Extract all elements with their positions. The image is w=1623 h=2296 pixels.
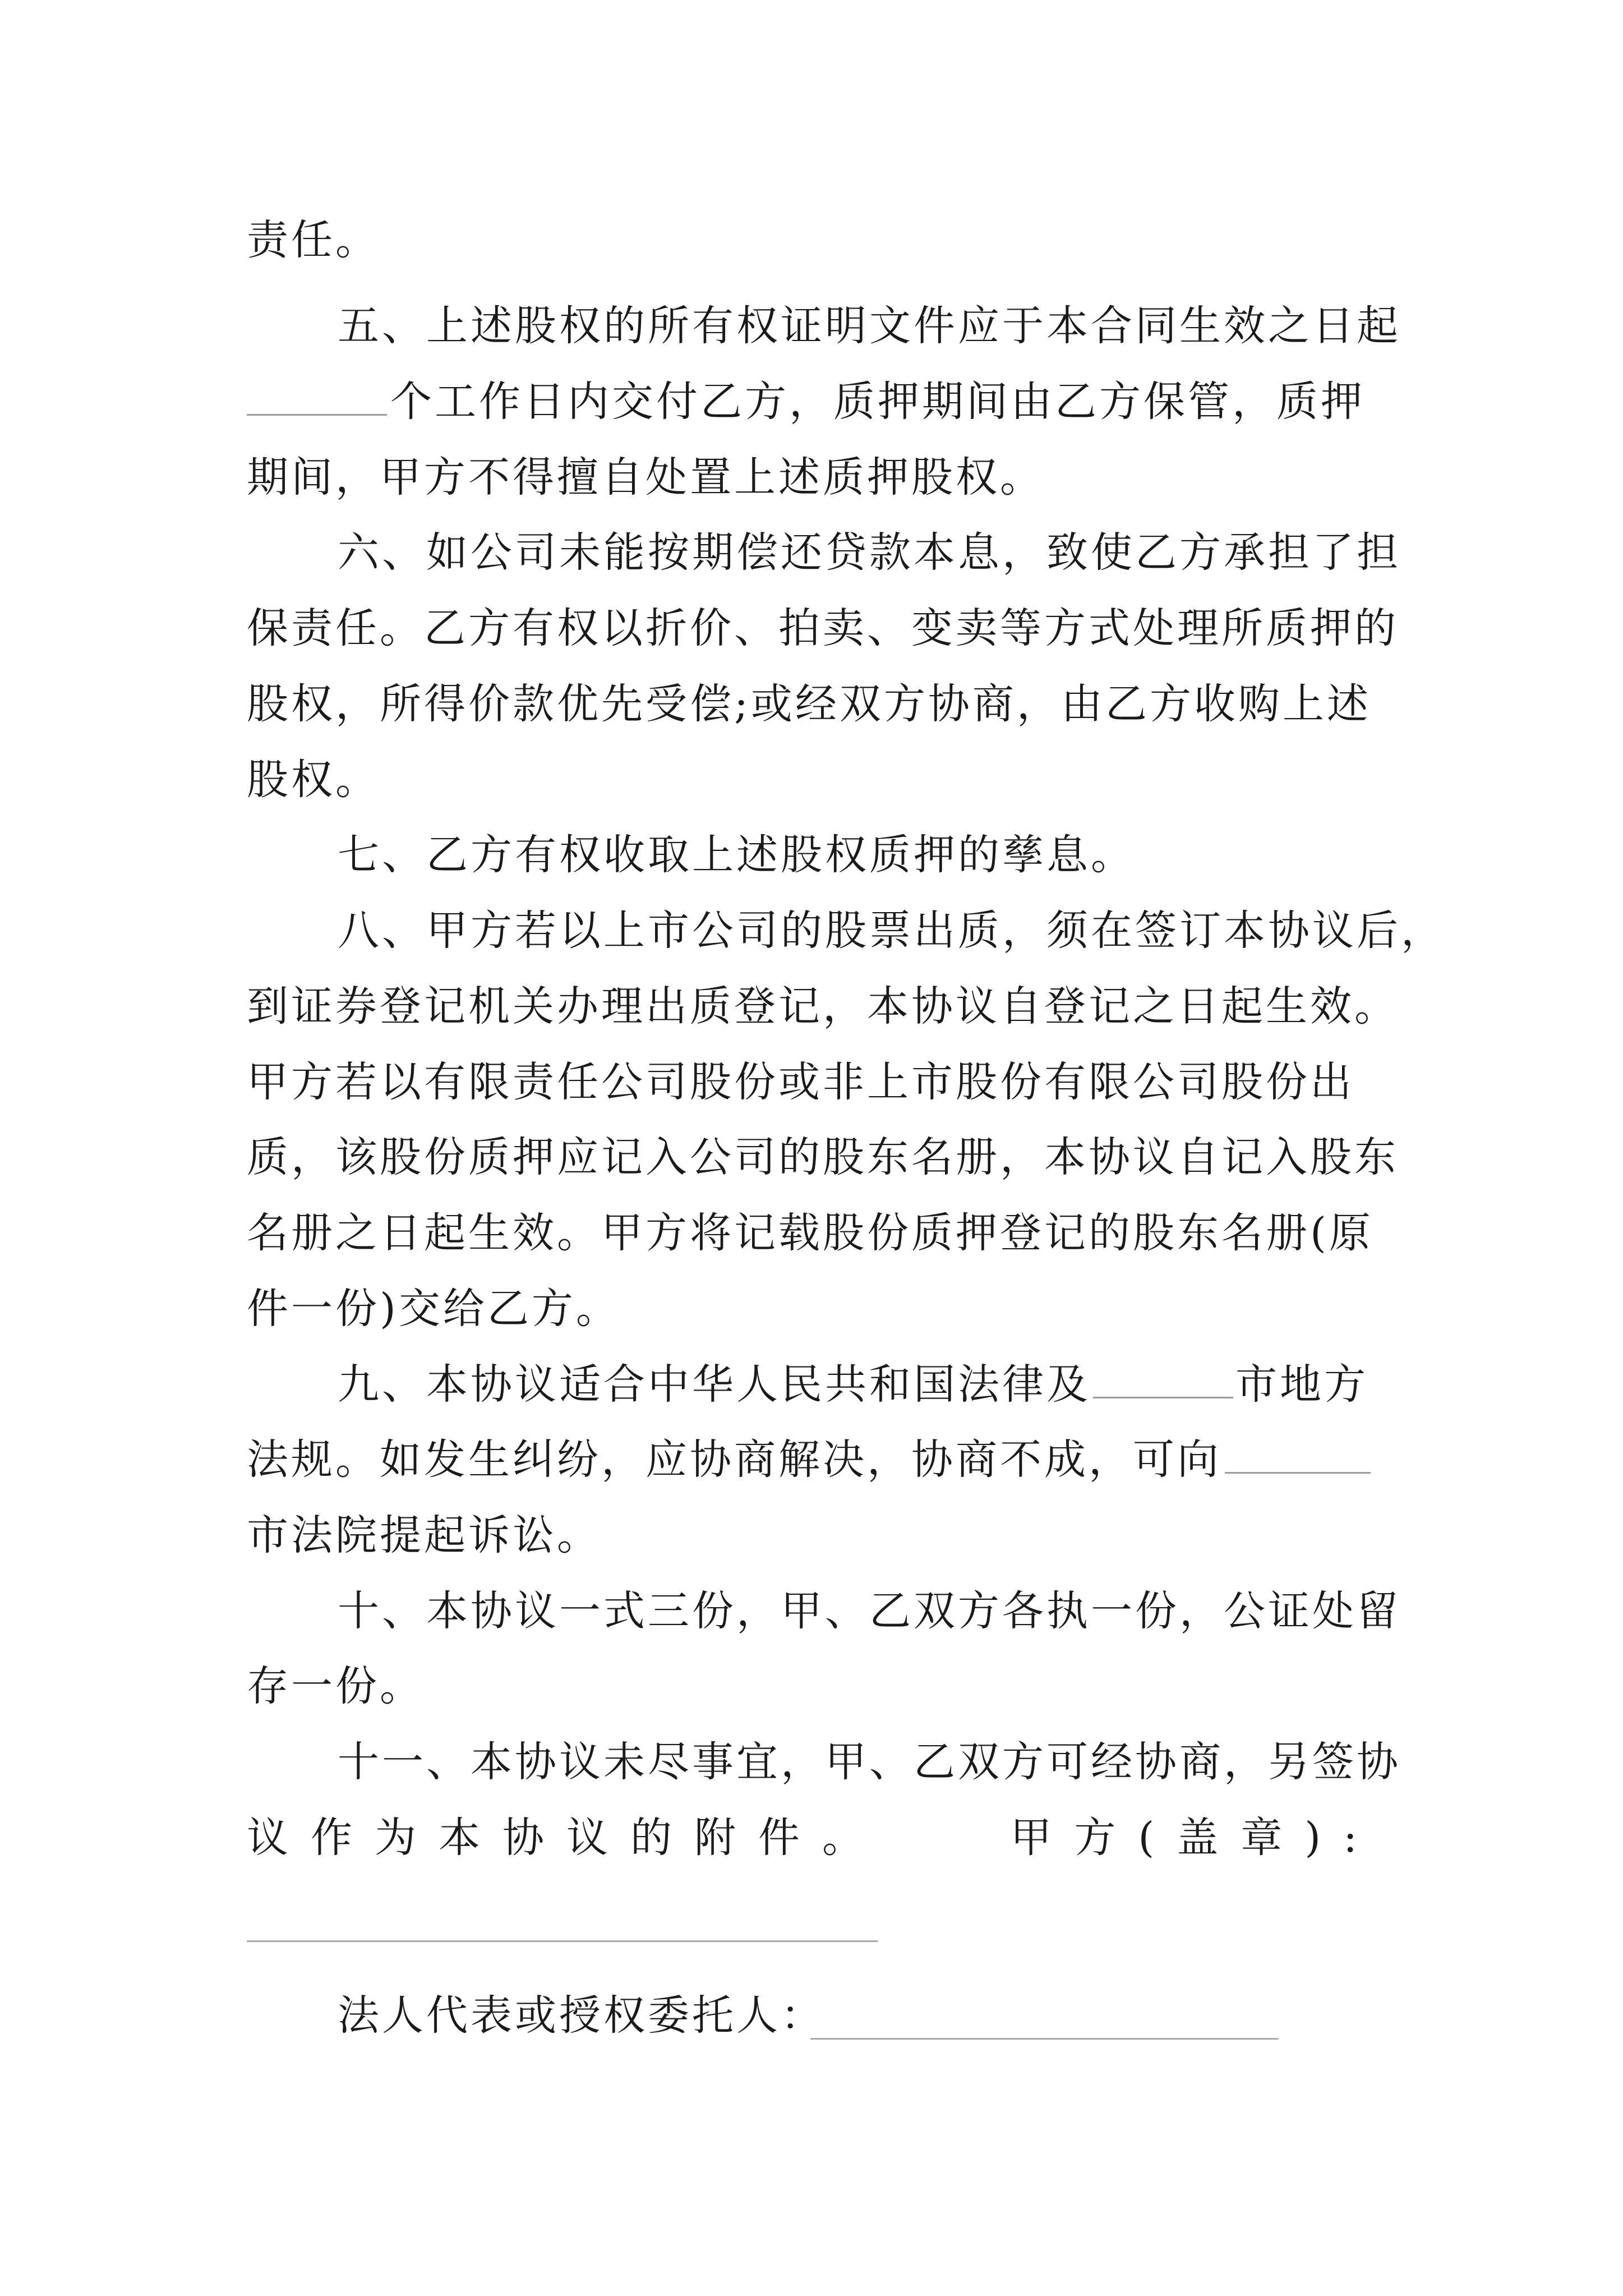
party-a-signature-line bbox=[247, 1940, 878, 1942]
clause-6-line-2: 保责任。乙方有权以折价、拍卖、变卖等方式处理所质押的 bbox=[247, 604, 1399, 652]
clause-8-line-5: 名册之日起生效。甲方将记载股份质押登记的股东名册(原 bbox=[247, 1209, 1373, 1257]
clause-8-line-1: 八、甲方若以上市公司的股票出质，须在签订本协议后， bbox=[338, 907, 1445, 955]
blank-fill-line bbox=[1225, 1433, 1371, 1474]
clause-9-line-1: 九、本协议适合中华人民共和国法律及 市地方 bbox=[338, 1358, 1380, 1411]
clause-6-line-3: 股权，所得价款优先受偿;或经双方协商，由乙方收购上述 bbox=[247, 680, 1371, 728]
clause-5-line-3: 期间，甲方不得擅自处置上述质押股权。 bbox=[247, 453, 1044, 501]
party-a-seal-label: 甲方(盖章): bbox=[1010, 1814, 1380, 1862]
legal-representative-line bbox=[338, 1989, 1380, 2042]
paragraph-line: 责任。 bbox=[247, 216, 380, 264]
blank-fill-line bbox=[247, 375, 387, 416]
clause-11-line-2: 议作为本协议的附件。 甲方(盖章): bbox=[247, 1811, 1380, 1865]
clause-5-line-1: 五、上述股权的所有权证明文件应于本合同生效之日起 bbox=[338, 302, 1401, 350]
clause-8-line-3: 甲方若以有限责任公司股份或非上市股份有限公司股份出 bbox=[247, 1058, 1354, 1106]
legal-representative-label: 法人代表或授权委托人： bbox=[338, 1991, 825, 2040]
clause-8-line-4: 质，该股份质押应记入公司的股东名册，本协议自记入股东 bbox=[247, 1133, 1399, 1181]
clause-5-line-2: 个工作日内交付乙方，质押期间由乙方保管，质押 bbox=[247, 375, 1380, 429]
legal-representative-signature-line bbox=[810, 2038, 1279, 2040]
clause-7-line-1: 七、乙方有权收取上述股权质押的孳息。 bbox=[338, 831, 1135, 879]
clause-9-line-3: 市法院提起诉讼。 bbox=[247, 1511, 601, 1559]
clause-8-line-6: 件一份)交给乙方。 bbox=[247, 1285, 620, 1333]
clause-8-line-2: 到证券登记机关办理出质登记，本协议自登记之日起生效。 bbox=[247, 982, 1399, 1030]
clause-6-line-1: 六、如公司未能按期偿还贷款本息，致使乙方承担了担 bbox=[338, 528, 1401, 577]
clause-10-line-2: 存一份。 bbox=[247, 1662, 424, 1710]
clause-9-line-2: 法规。如发生纠纷，应协商解决，协商不成，可向 bbox=[247, 1433, 1380, 1487]
clause-6-line-4: 股权。 bbox=[247, 756, 380, 804]
clause-11-line-1: 十一、本协议未尽事宜，甲、乙双方可经协商，另签协 bbox=[338, 1738, 1401, 1786]
blank-fill-line bbox=[1093, 1358, 1233, 1398]
clause-10-line-1: 十、本协议一式三份，甲、乙双方各执一份，公证处留 bbox=[338, 1587, 1401, 1635]
